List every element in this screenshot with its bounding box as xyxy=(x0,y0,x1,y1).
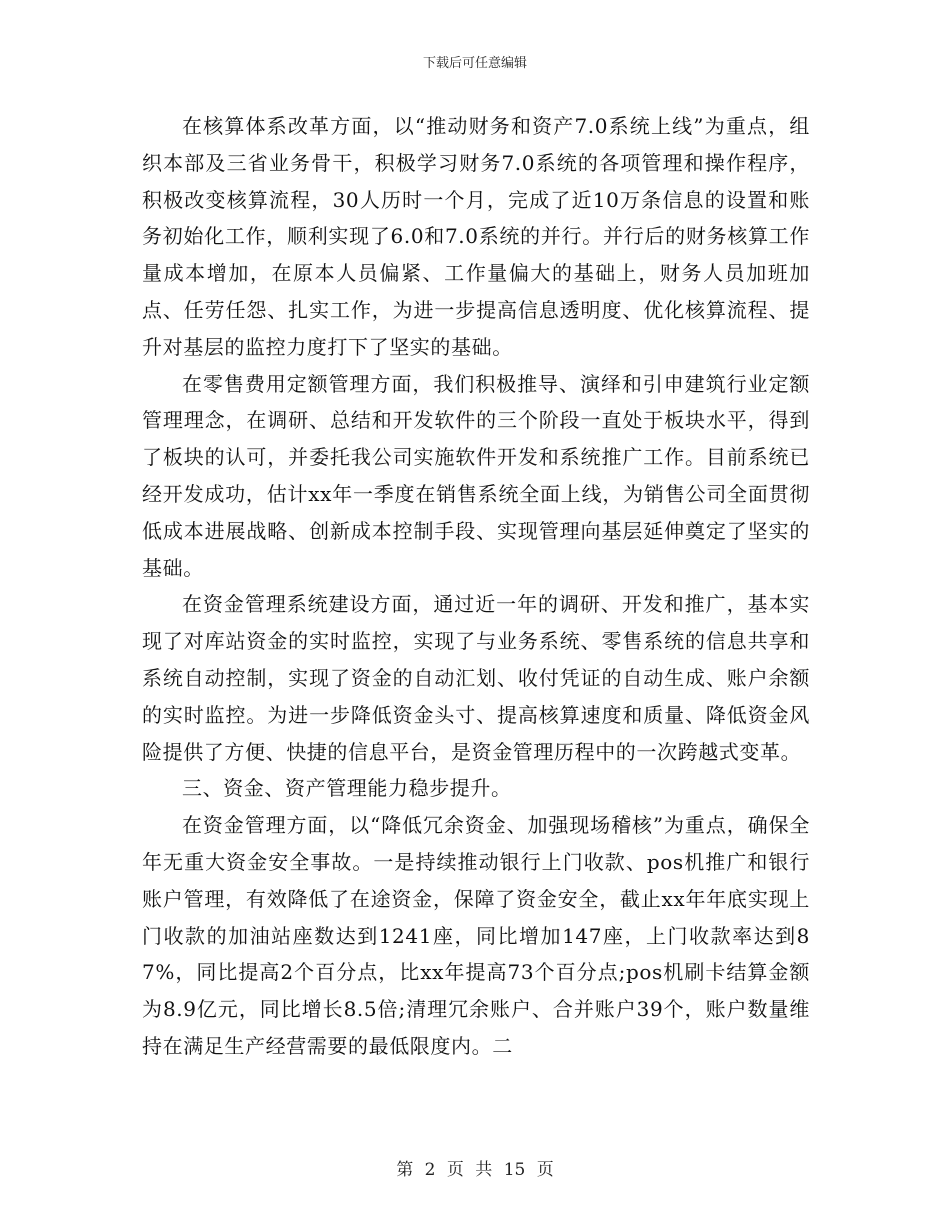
document-body xyxy=(142,108,810,1065)
paragraph-accounting-reform: 在核算体系改革方面，以“推动财务和资产7.0系统上线”为重点，组织本部及三省业务骨干，积极学习财务7.0系统的各项管理和操作程序，积极改变核算流程，30人历时一个月，完成了近10万条信息的设置和账务初始化工作，顺利实现了6.0和7.0系统的并行。并行后的财务核算工作量成本增加，在原本人员偏紧、工作量偏大的基础上，财务人员加班加点、任劳任怨、扎实工作，为进一步提高信息透明度、优化核算流程、提升对基层的监控力度打下了坚实的基础。 xyxy=(142,114,810,359)
paragraph-fund-system: 在资金管理系统建设方面，通过近一年的调研、开发和推广，基本实现了对库站资金的实时监控，实现了与业务系统、零售系统的信息共享和系统自动控制，实现了资金的自动汇划、收付凭证的自动生成、账户余额的实时监控。为进一步降低资金头寸、提高核算速度和质量、降低资金风险提供了方便、快捷的信息平台，是资金管理历程中的一次跨越式变革。 xyxy=(142,592,810,764)
paragraph-retail-quota: 在零售费用定额管理方面，我们积极推导、演绎和引申建筑行业定额管理理念，在调研、总结和开发软件的三个阶段一直处于板块水平，得到了板块的认可，并委托我公司实施软件开发和系统推广工作。目前系统已经开发成功，估计xx年一季度在销售系统全面上线，为销售公司全面贯彻低成本进展战略、创新成本控制手段、实现管理向基层延伸奠定了坚实的基础。 xyxy=(142,371,810,580)
page-header: 下载后可任意编辑 xyxy=(422,56,527,71)
page-footer: 第 2 页 共 15 页 xyxy=(396,1160,554,1180)
section-heading: 三、资金、资产管理能力稳步提升。 xyxy=(182,776,512,801)
paragraph-fund-management: 在资金管理方面，以“降低冗余资金、加强现场稽核”为重点，确保全年无重大资金安全事故。一是持续推动银行上门收款、pos机推广和银行账户管理，有效降低了在途资金，保障了资金安全，截止xx年年底实现上门收款的加油站座数达到1241座，同比增加147座，上门收款率达到87%，同比提高2个百分点，比xx年提高73个百分点;pos机刷卡结算金额为8.9亿元，同比增长8.5倍;清理冗余账户、合并账户39个，账户数量维持在满足生产经营需要的最低限度内。二 xyxy=(142,813,810,1058)
